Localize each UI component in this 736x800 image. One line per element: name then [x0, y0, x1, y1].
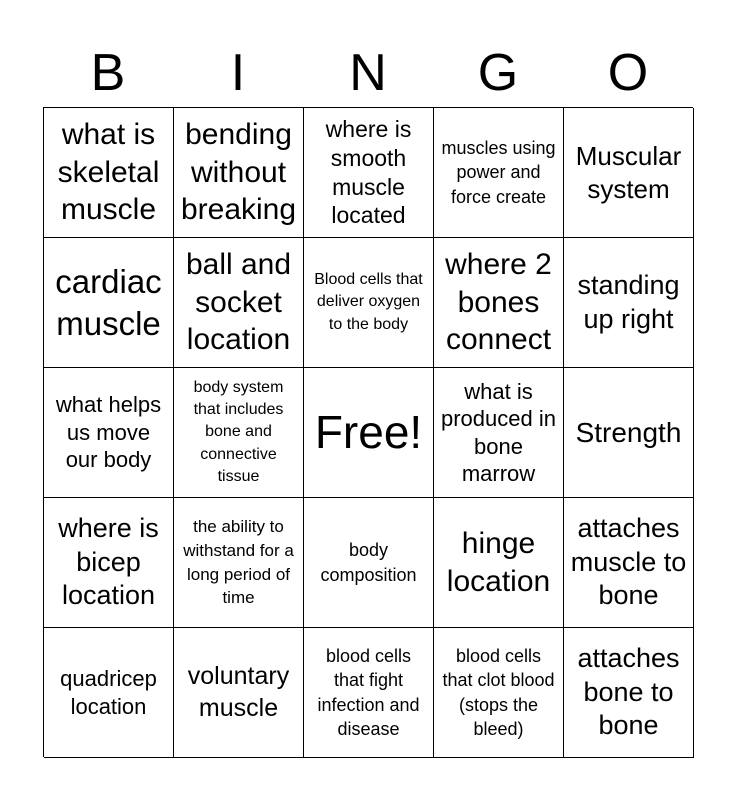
bingo-cell[interactable]	[174, 628, 304, 758]
bingo-cell[interactable]	[564, 628, 694, 758]
bingo-cell[interactable]	[174, 238, 304, 368]
bingo-cell[interactable]	[44, 368, 174, 498]
cell-text: what helps us move our body	[55, 392, 162, 473]
cell-text: muscles using power and force create	[441, 138, 556, 207]
cell-text: hinge location	[446, 527, 551, 598]
free-space[interactable]	[304, 368, 434, 498]
cell-text: where 2 bones connect	[445, 248, 552, 357]
cell-text: quadricep location	[60, 666, 157, 719]
cell-text: Blood cells that deliver oxygen to the body	[314, 270, 423, 333]
cell-text: bending without breaking	[180, 118, 297, 227]
bingo-cell[interactable]	[564, 368, 694, 498]
cell-text: body composition	[320, 540, 417, 585]
cell-text: cardiac muscle	[55, 263, 162, 342]
bingo-cell[interactable]	[304, 238, 434, 368]
header-letter-o: O	[607, 44, 649, 102]
cell-text: voluntary muscle	[187, 662, 290, 722]
bingo-cell[interactable]	[304, 498, 434, 628]
bingo-cell[interactable]	[564, 238, 694, 368]
cell-text: blood cells that clot blood (stops the bleed)	[442, 645, 555, 739]
bingo-board	[43, 107, 693, 757]
cell-text: Muscular system	[575, 141, 682, 204]
bingo-cell[interactable]	[434, 498, 564, 628]
header-letter-n: N	[349, 44, 387, 102]
bingo-cell[interactable]	[174, 368, 304, 498]
bingo-header	[43, 40, 693, 106]
cell-text: attaches bone to bone	[577, 642, 680, 741]
cell-text: ball and socket location	[185, 248, 292, 357]
bingo-cell[interactable]	[174, 108, 304, 238]
bingo-cell[interactable]	[434, 108, 564, 238]
bingo-cell[interactable]	[44, 238, 174, 368]
bingo-cell[interactable]	[44, 628, 174, 758]
cell-text: where is smooth muscle located	[325, 116, 412, 229]
cell-text: where is bicep location	[58, 512, 159, 611]
header-letter-g: G	[477, 44, 519, 102]
cell-text: attaches muscle to bone	[570, 512, 687, 611]
bingo-cell[interactable]	[434, 238, 564, 368]
header-letter-b: B	[90, 44, 126, 102]
bingo-cell[interactable]	[434, 368, 564, 498]
bingo-cell[interactable]	[44, 108, 174, 238]
cell-text: blood cells that fight infection and disease	[317, 645, 420, 739]
bingo-cell[interactable]	[564, 108, 694, 238]
cell-text: what is skeletal muscle	[57, 118, 160, 227]
bingo-cell[interactable]	[304, 628, 434, 758]
cell-text: standing up right	[577, 269, 680, 334]
free-space-label: Free!	[314, 406, 423, 459]
bingo-cell[interactable]	[564, 498, 694, 628]
bingo-cell[interactable]	[434, 628, 564, 758]
cell-text: what is produced in bone marrow	[441, 378, 556, 486]
header-letter-i: I	[230, 44, 246, 102]
cell-text: the ability to withstand for a long period of time	[183, 516, 294, 608]
cell-text: Strength	[575, 417, 682, 448]
bingo-cell[interactable]	[44, 498, 174, 628]
bingo-cell[interactable]	[174, 498, 304, 628]
bingo-cell[interactable]	[304, 108, 434, 238]
cell-text: body system that includes bone and connective tissue	[193, 378, 284, 486]
